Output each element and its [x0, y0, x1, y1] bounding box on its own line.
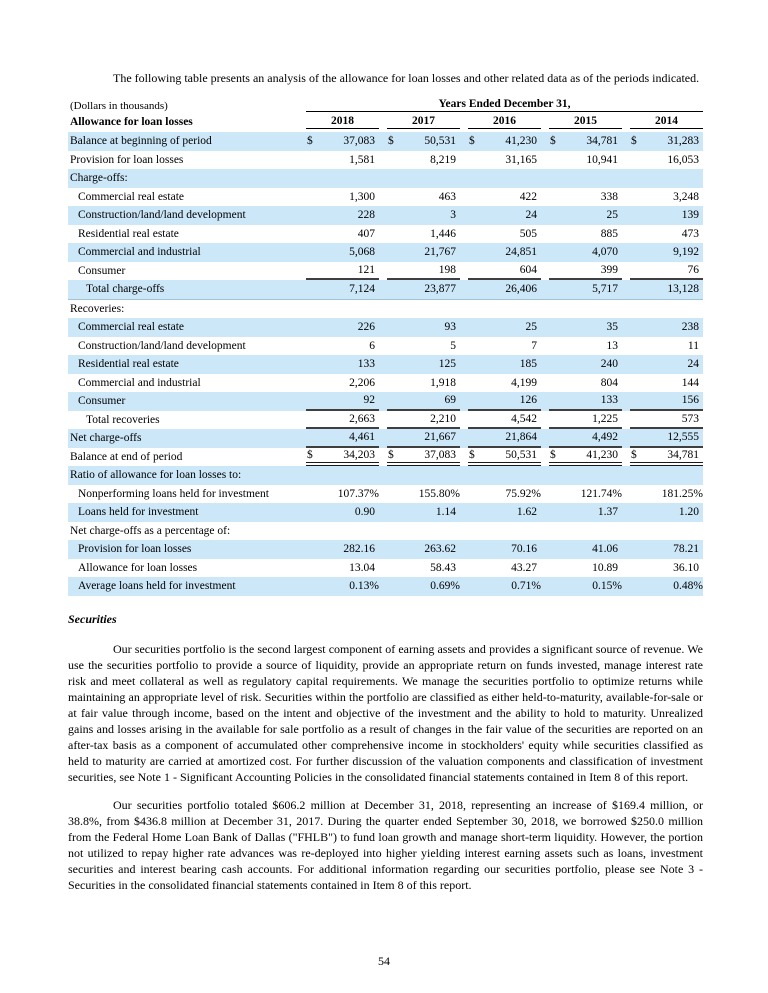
cell-value: 1.37 [597, 506, 618, 519]
cell-value: 804 [600, 376, 618, 389]
value-cell [630, 132, 703, 151]
intro-paragraph: The following table presents an analysis of the allowance for loan losses and other related data as of the periods indicated. [113, 71, 700, 85]
cell-value: 23,877 [424, 283, 456, 296]
cell-value: 21,667 [424, 431, 456, 444]
table-row [68, 337, 703, 356]
value-cell [468, 337, 541, 356]
table-row [68, 132, 703, 151]
value-cell [387, 151, 460, 170]
value-cell [549, 262, 622, 281]
value-cell [468, 151, 541, 170]
cell-value: 573 [681, 412, 699, 425]
cell-value: 16,053 [667, 153, 699, 166]
value-cell [306, 540, 379, 559]
row-label: Nonperforming loans held for investment [78, 487, 269, 500]
value-cell [630, 559, 703, 578]
page-content [68, 70, 703, 905]
row-label: Residential real estate [78, 358, 179, 371]
value-cell [549, 540, 622, 559]
value-cell [306, 374, 379, 393]
value-cell [549, 243, 622, 262]
cell-value: 399 [600, 263, 618, 276]
value-cell [630, 355, 703, 374]
value-cell [306, 188, 379, 207]
cell-value: 0.69% [430, 580, 460, 593]
units-label: (Dollars in thousands) [70, 100, 168, 112]
table-row [68, 374, 703, 393]
value-cell [630, 577, 703, 596]
cell-value: 24 [687, 358, 699, 371]
cell-value: 8,219 [430, 153, 456, 166]
value-cell [630, 411, 703, 430]
cell-value: 1,300 [349, 190, 375, 203]
value-cell [306, 225, 379, 244]
value-cell [549, 225, 622, 244]
cell-value: 463 [438, 190, 456, 203]
year-column-headers [298, 115, 703, 129]
value-cell [468, 206, 541, 225]
value-cell [468, 262, 541, 281]
value-cell [549, 429, 622, 448]
value-cell [468, 243, 541, 262]
cell-value: 4,070 [592, 246, 618, 259]
value-cell [387, 225, 460, 244]
cell-value: 238 [681, 321, 699, 334]
dollar-sign: $ [388, 448, 394, 461]
row-label: Commercial and industrial [78, 246, 201, 259]
cell-value: 505 [519, 227, 537, 240]
cell-value: 240 [600, 358, 618, 371]
dollar-sign: $ [469, 448, 475, 461]
cell-value: 5 [450, 339, 456, 352]
value-cell [387, 448, 460, 467]
cell-value: 37,083 [343, 135, 375, 148]
value-cell [387, 280, 460, 299]
cell-value: 34,203 [343, 448, 375, 461]
cell-value: 228 [357, 209, 375, 222]
value-cell [306, 577, 379, 596]
table-row [68, 503, 703, 522]
cell-value: 24,851 [505, 246, 537, 259]
cell-value: 282.16 [343, 543, 375, 556]
cell-value: 1,225 [592, 412, 618, 425]
value-cell [387, 206, 460, 225]
table-row [68, 225, 703, 244]
dollar-sign: $ [469, 135, 475, 148]
cell-value: 9,192 [673, 246, 699, 259]
cell-value: 75.92% [505, 487, 541, 500]
cell-value: 422 [519, 190, 537, 203]
cell-value: 24 [525, 209, 537, 222]
value-cell [387, 411, 460, 430]
cell-value: 121.74% [580, 487, 622, 500]
value-cell [549, 206, 622, 225]
row-label: Residential real estate [78, 227, 179, 240]
allowance-for-loan-losses-table [68, 94, 703, 596]
cell-value: 21,767 [424, 246, 456, 259]
table-row [68, 188, 703, 207]
cell-value: 43.27 [511, 561, 537, 574]
cell-value: 41,230 [586, 448, 618, 461]
row-label: Construction/land/land development [78, 209, 246, 222]
value-cell [468, 355, 541, 374]
dollar-sign: $ [550, 448, 556, 461]
value-cell [306, 485, 379, 504]
cell-value: 0.90 [354, 506, 375, 519]
cell-value: 1,446 [430, 227, 456, 240]
table-row [68, 429, 703, 448]
dollar-sign: $ [550, 135, 556, 148]
row-label: Recoveries: [70, 302, 125, 315]
value-cell [549, 448, 622, 467]
cell-value: 25 [606, 209, 618, 222]
value-cell [630, 392, 703, 411]
value-cell [549, 188, 622, 207]
value-cell [306, 411, 379, 430]
value-cell [549, 355, 622, 374]
cell-value: 37,083 [424, 448, 456, 461]
table-row [68, 485, 703, 504]
cell-value: 13 [606, 339, 618, 352]
table-row [68, 522, 703, 541]
table-title: Allowance for loan losses [70, 116, 193, 128]
value-cell [306, 448, 379, 467]
row-label: Loans held for investment [78, 506, 199, 519]
value-cell [549, 374, 622, 393]
value-cell [306, 262, 379, 281]
cell-value: 36.10 [673, 561, 699, 574]
value-cell [630, 503, 703, 522]
cell-value: 4,542 [511, 412, 537, 425]
cell-value: 69 [444, 394, 456, 407]
value-cell [387, 262, 460, 281]
cell-value: 473 [681, 227, 699, 240]
cell-value: 70.16 [511, 543, 537, 556]
cell-value: 338 [600, 190, 618, 203]
row-label: Construction/land/land development [78, 339, 246, 352]
row-label: Total recoveries [86, 413, 160, 426]
table-row [68, 262, 703, 281]
cell-value: 198 [438, 263, 456, 276]
row-label: Allowance for loan losses [78, 561, 198, 574]
cell-value: 144 [681, 376, 699, 389]
dollar-sign: $ [631, 448, 637, 461]
cell-value: 13.04 [349, 561, 375, 574]
cell-value: 263.62 [424, 543, 456, 556]
value-cell [468, 559, 541, 578]
value-cell [630, 225, 703, 244]
table-header-row-2 [68, 112, 703, 132]
value-cell [306, 318, 379, 337]
value-cell [306, 559, 379, 578]
row-label: Provision for loan losses [78, 543, 192, 556]
cell-value: 885 [600, 227, 618, 240]
cell-value: 10,941 [586, 153, 618, 166]
dollar-sign: $ [631, 135, 637, 148]
cell-value: 0.15% [592, 580, 622, 593]
page-number: 54 [378, 954, 390, 968]
table-row [68, 318, 703, 337]
row-label: Average loans held for investment [78, 580, 236, 593]
row-label: Consumer [78, 395, 126, 408]
value-cell [387, 392, 460, 411]
value-cell [549, 132, 622, 151]
cell-value: 4,461 [349, 431, 375, 444]
value-cell [468, 374, 541, 393]
value-cell [630, 206, 703, 225]
row-label: Ratio of allowance for loan losses to: [70, 469, 242, 482]
table-row [68, 577, 703, 596]
value-cell [306, 503, 379, 522]
row-label: Commercial and industrial [78, 376, 201, 389]
value-cell [387, 132, 460, 151]
cell-value: 185 [519, 358, 537, 371]
cell-value: 41.06 [592, 543, 618, 556]
row-label: Consumer [78, 264, 126, 277]
cell-value: 7 [531, 339, 537, 352]
cell-value: 125 [438, 358, 456, 371]
value-cell [468, 392, 541, 411]
cell-value: 6 [369, 339, 375, 352]
cell-value: 31,165 [505, 153, 537, 166]
cell-value: 2,663 [349, 412, 375, 425]
value-cell [549, 503, 622, 522]
dollar-sign: $ [307, 135, 313, 148]
value-cell [387, 243, 460, 262]
value-cell [630, 448, 703, 467]
value-cell [387, 485, 460, 504]
cell-value: 139 [681, 209, 699, 222]
cell-value: 181.25% [661, 487, 703, 500]
value-cell [387, 337, 460, 356]
value-cell [549, 392, 622, 411]
value-cell [630, 318, 703, 337]
cell-value: 25 [525, 321, 537, 334]
row-label: Commercial real estate [78, 321, 185, 334]
value-cell [306, 280, 379, 299]
row-label: Commercial real estate [78, 190, 185, 203]
cell-value: 2,206 [349, 376, 375, 389]
cell-value: 407 [357, 227, 375, 240]
value-cell [306, 132, 379, 151]
cell-value: 604 [519, 263, 537, 276]
value-cell [387, 188, 460, 207]
table-header-row-1 [68, 94, 703, 112]
value-cell [387, 503, 460, 522]
cell-value: 34,781 [586, 135, 618, 148]
cell-value: 133 [357, 358, 375, 371]
value-cell [468, 448, 541, 467]
value-cell [387, 429, 460, 448]
value-cell [630, 262, 703, 281]
cell-value: 4,199 [511, 376, 537, 389]
cell-value: 26,406 [505, 283, 537, 296]
cell-value: 107.37% [337, 487, 379, 500]
cell-value: 5,717 [592, 283, 618, 296]
period-header: Years Ended December 31, [306, 98, 703, 112]
value-cell [630, 540, 703, 559]
value-cell [549, 485, 622, 504]
value-cell [306, 206, 379, 225]
value-cell [468, 503, 541, 522]
value-cell [387, 355, 460, 374]
cell-value: 133 [600, 394, 618, 407]
cell-value: 34,781 [667, 448, 699, 461]
table-row [68, 206, 703, 225]
securities-paragraph-2: Our securities portfolio totaled $606.2 million at December 31, 2018, representing an increase of $169.4 million, or 38.8%, from $436.8 million at December 31, 2017. During the quarter ended September 30, 2018, we borrowed $250.0 million from the Federal Home Loan Bank of Dallas ("FHLB") to fund loan growth and manage short-term liquidity. However, the portion not utilized to repay higher rate advances was re-deployed into higher yielding interest earning assets such as loans, investment securities and interest bearing cash accounts. For additional information regarding our securities portfolio, please see Note 3 - Securities in the consolidated financial statements contained in Item 8 of this report. [68, 797, 703, 892]
cell-value: 3 [450, 209, 456, 222]
value-cell [387, 540, 460, 559]
value-cell [468, 540, 541, 559]
value-cell [630, 188, 703, 207]
value-cell [387, 559, 460, 578]
value-cell [468, 280, 541, 299]
table-row [68, 300, 703, 319]
securities-section-heading: Securities [68, 611, 117, 626]
cell-value: 76 [687, 263, 699, 276]
cell-value: 93 [444, 321, 456, 334]
table-body [68, 132, 703, 596]
value-cell [549, 411, 622, 430]
cell-value: 50,531 [505, 448, 537, 461]
value-cell [549, 318, 622, 337]
value-cell [630, 485, 703, 504]
cell-value: 0.71% [511, 580, 541, 593]
cell-value: 1.14 [435, 506, 456, 519]
dollar-sign: $ [388, 135, 394, 148]
cell-value: 12,555 [667, 431, 699, 444]
cell-value: 41,230 [505, 135, 537, 148]
cell-value: 155.80% [418, 487, 460, 500]
table-row [68, 540, 703, 559]
securities-paragraph-1: Our securities portfolio is the second largest component of earning assets and provides a significant source of revenue. We use the securities portfolio to provide a source of liquidity, provide an appropriate return on funds invested, manage interest rate risk and meet collateral as well as regulatory capital requirements. We manage the securities portfolio to optimize returns while maintaining an appropriate level of risk. Securities within the portfolio are classified as either held-to-maturity, available-for-sale or at fair value through income, based on the intent and objective of the investment and the ability to hold to maturity. Unrealized gains and losses arising in the available for sale portfolio as a result of changes in the fair value of the securities are reported on an after-tax basis as a component of accumulated other comprehensive income in stockholders' equity while securities classified as held to maturity are carried at amortized cost. For further discussion of the valuation components and classification of investment securities, see Note 1 - Significant Accounting Policies in the consolidated financial statements contained in Item 8 of this report. [68, 641, 703, 784]
row-label: Provision for loan losses [70, 153, 184, 166]
cell-value: 5,068 [349, 246, 375, 259]
cell-value: 58.43 [430, 561, 456, 574]
row-label: Charge-offs: [70, 172, 128, 185]
row-label: Balance at beginning of period [70, 135, 212, 148]
value-cell [549, 151, 622, 170]
table-row [68, 559, 703, 578]
cell-value: 2,210 [430, 412, 456, 425]
value-cell [306, 392, 379, 411]
value-cell [468, 429, 541, 448]
table-row [68, 411, 703, 430]
table-row [68, 355, 703, 374]
value-cell [549, 577, 622, 596]
value-cell [387, 374, 460, 393]
value-cell [630, 337, 703, 356]
dollar-sign: $ [307, 448, 313, 461]
value-cell [468, 411, 541, 430]
value-cell [468, 318, 541, 337]
value-cell [630, 243, 703, 262]
cell-value: 3,248 [673, 190, 699, 203]
year-column-header: 2015 [549, 115, 622, 129]
cell-value: 156 [681, 394, 699, 407]
value-cell [306, 337, 379, 356]
cell-value: 0.13% [349, 580, 379, 593]
value-cell [549, 559, 622, 578]
cell-value: 7,124 [349, 283, 375, 296]
value-cell [306, 355, 379, 374]
cell-value: 10.89 [592, 561, 618, 574]
cell-value: 226 [357, 321, 375, 334]
year-column-header: 2018 [306, 115, 379, 129]
cell-value: 1.62 [516, 506, 537, 519]
value-cell [630, 280, 703, 299]
cell-value: 11 [687, 339, 699, 352]
value-cell [468, 225, 541, 244]
cell-value: 31,283 [667, 135, 699, 148]
year-column-header: 2014 [630, 115, 703, 129]
row-label: Net charge-offs [70, 432, 142, 445]
value-cell [549, 337, 622, 356]
year-column-header: 2016 [468, 115, 541, 129]
cell-value: 13,128 [667, 283, 699, 296]
cell-value: 0.48% [673, 580, 703, 593]
value-cell [306, 429, 379, 448]
value-cell [387, 318, 460, 337]
value-cell [468, 577, 541, 596]
table-row [68, 243, 703, 262]
row-label: Balance at end of period [70, 450, 183, 463]
row-label: Net charge-offs as a percentage of: [70, 524, 231, 537]
cell-value: 4,492 [592, 431, 618, 444]
value-cell [468, 485, 541, 504]
year-column-header: 2017 [387, 115, 460, 129]
value-cell [468, 132, 541, 151]
cell-value: 35 [606, 321, 618, 334]
value-cell [630, 374, 703, 393]
table-row [68, 448, 703, 467]
table-row [68, 169, 703, 188]
cell-value: 21,864 [505, 431, 537, 444]
cell-value: 78.21 [673, 543, 699, 556]
table-row [68, 466, 703, 485]
cell-value: 1.20 [678, 506, 699, 519]
value-cell [306, 151, 379, 170]
value-cell [630, 429, 703, 448]
value-cell [549, 280, 622, 299]
cell-value: 121 [357, 263, 375, 276]
value-cell [306, 243, 379, 262]
table-row [68, 392, 703, 411]
value-cell [468, 188, 541, 207]
cell-value: 1,581 [349, 153, 375, 166]
cell-value: 126 [519, 394, 537, 407]
cell-value: 1,918 [430, 376, 456, 389]
value-cell [630, 151, 703, 170]
value-cell [387, 577, 460, 596]
table-row [68, 280, 703, 300]
cell-value: 50,531 [424, 135, 456, 148]
row-label: Total charge-offs [86, 283, 165, 296]
table-row [68, 151, 703, 170]
cell-value: 92 [363, 394, 375, 407]
